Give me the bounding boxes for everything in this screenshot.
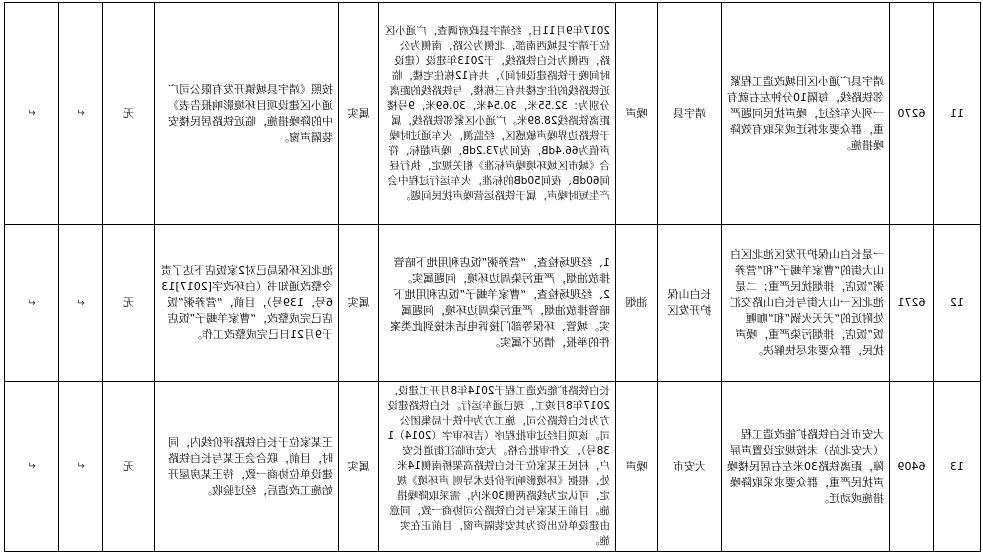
accountability: 无 — [103, 382, 155, 552]
complaint-content: 大安市长白铁路扩能改造工程（大安北站）未按规定设置声屏障，距离铁路30米左右居民楼噪声扰民严重，群众要求采取降噪措施或动迁。 — [722, 382, 890, 552]
table-row — [5, 382, 981, 552]
case-code: 6271 — [890, 225, 934, 382]
return-arrow-icon: ↵ — [76, 297, 85, 309]
extra-cell — [5, 225, 59, 382]
complaint-table — [4, 2, 981, 552]
pollution-type: 油烟 — [616, 225, 658, 382]
verification-status: 属实 — [339, 382, 379, 552]
handling-measures: 按照《靖宇县城镇开发有限公司广通小区建设项目环境影响报告表》中的降噪措施，临近铁路居民楼安装隔声窗。 — [155, 3, 339, 225]
case-code: 6409 — [890, 382, 934, 552]
return-arrow-icon: ↵ — [27, 297, 36, 309]
row-number: 12 — [934, 225, 981, 382]
verification-status: 属实 — [339, 3, 379, 225]
return-arrow-icon: ↵ — [76, 108, 85, 119]
investigation-finding: 长白铁路扩能改造工程于2014年8月开工建设，2017年8月竣工，现已通车运行。长白铁路建设方为长白铁路公司，施工方为中铁十局集团公司。该项目经过审批程序（吉环审字（2014）138号），文件审批合格。大安市临江街道长安户，村民王某家位于长白铁路高架桥南侧14米处，根据《环境影响评价技术导则 声环境》规定，可认定为线路两侧30米内，需采取降噪措施。目前王某家与长白铁路公司协商一致，同意由建设单位出资为其安装隔声窗，目前正在实施。 — [379, 382, 616, 552]
region: 长白山保护开发区 — [658, 225, 722, 382]
return-arrow-icon: ↵ — [27, 461, 36, 472]
return-arrow-icon: ↵ — [27, 108, 36, 119]
investigation-finding: 1、经现场检查，“营养粥”饭店利用地下暗管排放油烟，严重污染周边环境，问题属实。2、经现场检查，“曹家羊蝎子”饭店利用地下暗管排放油烟，严重污染周边环境，问题属实。城管、环保等部门接诉电话未接到此类案件的举报，情况不属实。 — [379, 225, 616, 382]
row-number: 13 — [934, 382, 981, 552]
accountability: 无 — [103, 3, 155, 225]
investigation-finding: 2017年9月11日，经靖宇县政府调查，广通小区位于靖宇县城西南部，北侧为公路，南侧为公路，西侧为长白铁路线，于2013年建设（建设时间晚于铁路建设时间），共有12栋住宅楼，临近铁路线的住宅楼共有三栋楼，与铁路线的距离分别为：32.55米，30.54米，30.69米，9号楼距离铁路线28.89米。广通小区紧邻铁路线，属于铁路边界噪声敏感区，经监测，火车通过时噪声值为66.4dB，夜间为73.2dB，噪声超标，符合《城市区域环境噪声标准》相关规定，执行昼间60dB、夜间50dB的标准，火车运行过程中会产生短时噪声，属于铁路运营噪声扰民问题。 — [379, 3, 616, 225]
pollution-type: 噪声 — [616, 382, 658, 552]
accountability: 无 — [103, 225, 155, 382]
complaint-content: 靖宇县广通小区旧城改造工程紧邻铁路线，每隔10分钟左右就有一列火车经过，噪声扰民问题严重，群众要求拆迁或采取有效降噪措施。 — [722, 3, 890, 225]
case-code: 6270 — [890, 3, 934, 225]
pollution-type: 噪声 — [616, 3, 658, 225]
table-row — [5, 225, 981, 382]
remark — [59, 225, 103, 382]
region: 靖宇县 — [658, 3, 722, 225]
return-arrow-icon: ↵ — [76, 461, 85, 472]
region: 大安市 — [658, 382, 722, 552]
table-row — [5, 3, 981, 225]
handling-measures: 王某家位于长白铁路评价线内，同时，目前，联合会王某与长白铁路建设单位协商一致，待王某房屋开始施工改造后，经过验收。 — [155, 382, 339, 552]
handling-measures: 池北区环保局已对2家饭店下达了责令整改通知书（白环改字[2017]136号，139号），目前，“营养粥”饭店已完成整改，“曹家羊蝎子”饭店于9月21日已完成整改工作。 — [155, 225, 339, 382]
remark — [59, 382, 103, 552]
verification-status: 属实 — [339, 225, 379, 382]
extra-cell — [5, 382, 59, 552]
complaint-content: 一是长白山保护开发区池北区白山大街的“曹家羊蝎子”和“营养粥”饭店，排烟扰民严重；二是池北区一山大街与长白山路交汇处附近的“天天火锅”和“咖喱饭”饭店，排烟污染严重，噪声扰民，群众要求尽快解决。 — [722, 225, 890, 382]
extra-cell — [5, 3, 59, 225]
remark — [59, 3, 103, 225]
row-number: 11 — [934, 3, 981, 225]
